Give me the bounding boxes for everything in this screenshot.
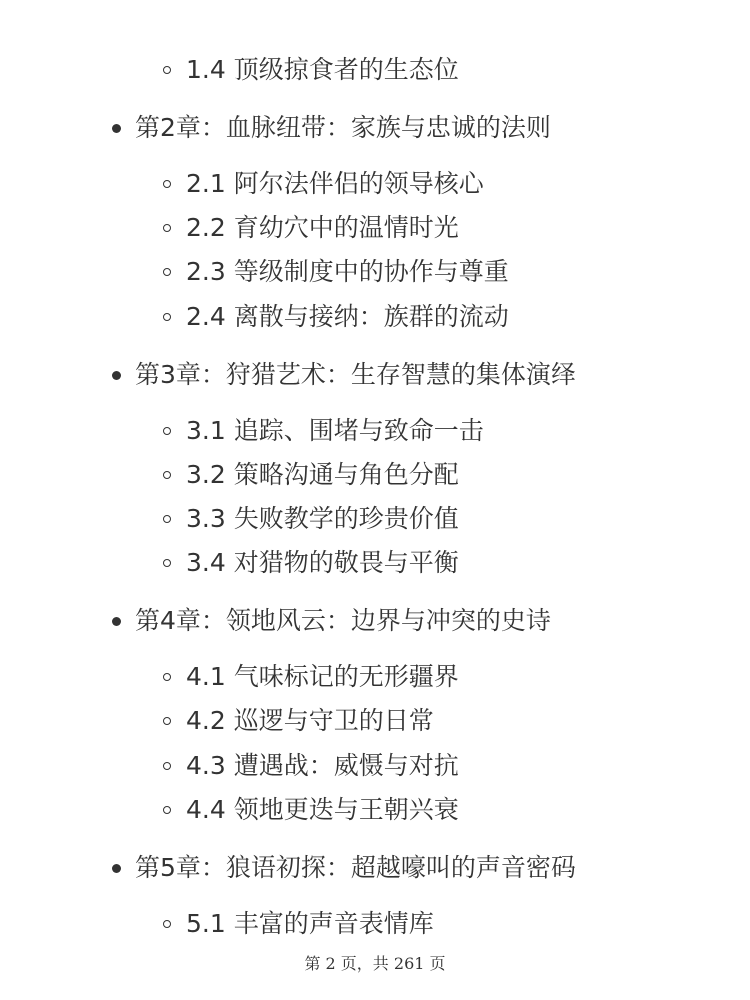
toc-section-label: 2.4 离散与接纳：族群的流动 (186, 302, 509, 331)
toc-chapter-5[interactable] (112, 850, 576, 886)
toc-section-label: 3.4 对猎物的敬畏与平衡 (186, 548, 459, 577)
toc-section-label: 2.3 等级制度中的协作与尊重 (186, 257, 509, 286)
toc-section-label: 3.1 追踪、围堵与致命一击 (186, 416, 484, 445)
toc-section-3-1[interactable] (163, 413, 484, 449)
toc-section-3-2[interactable] (163, 457, 459, 493)
toc-section-2-2[interactable] (163, 210, 459, 246)
disc-bullet-icon (112, 371, 121, 380)
toc-chapter-4[interactable] (112, 603, 551, 639)
toc-section-label: 5.1 丰富的声音表情库 (186, 909, 434, 938)
toc-chapter-label: 第5章：狼语初探：超越嚎叫的声音密码 (135, 853, 576, 882)
toc-chapter-label: 第3章：狩猎艺术：生存智慧的集体演绎 (135, 360, 576, 389)
circle-bullet-icon (163, 66, 171, 74)
disc-bullet-icon (112, 864, 121, 873)
page-number-footer: 第 2 页，共 261 页 (304, 954, 446, 973)
toc-section-1-4[interactable] (163, 52, 459, 88)
circle-bullet-icon (163, 427, 171, 435)
toc-chapter-label: 第2章：血脉纽带：家族与忠诚的法则 (135, 113, 551, 142)
toc-section-5-1[interactable] (163, 906, 434, 942)
circle-bullet-icon (163, 806, 171, 814)
circle-bullet-icon (163, 515, 171, 523)
toc-section-2-1[interactable] (163, 166, 484, 202)
toc-section-4-1[interactable] (163, 659, 459, 695)
toc-section-2-4[interactable] (163, 299, 509, 335)
circle-bullet-icon (163, 559, 171, 567)
toc-chapter-label: 第4章：领地风云：边界与冲突的史诗 (135, 606, 551, 635)
circle-bullet-icon (163, 717, 171, 725)
toc-section-2-3[interactable] (163, 254, 509, 290)
circle-bullet-icon (163, 224, 171, 232)
toc-section-4-3[interactable] (163, 748, 459, 784)
toc-section-label: 4.4 领地更迭与王朝兴衰 (186, 795, 459, 824)
circle-bullet-icon (163, 471, 171, 479)
disc-bullet-icon (112, 617, 121, 626)
circle-bullet-icon (163, 313, 171, 321)
toc-section-label: 4.2 巡逻与守卫的日常 (186, 706, 434, 735)
toc-section-3-4[interactable] (163, 545, 459, 581)
toc-section-label: 4.1 气味标记的无形疆界 (186, 662, 459, 691)
circle-bullet-icon (163, 920, 171, 928)
toc-section-label: 2.2 育幼穴中的温情时光 (186, 213, 459, 242)
circle-bullet-icon (163, 673, 171, 681)
toc-chapter-3[interactable] (112, 357, 576, 393)
toc-section-label: 3.3 失败教学的珍贵价值 (186, 504, 459, 533)
disc-bullet-icon (112, 124, 121, 133)
circle-bullet-icon (163, 762, 171, 770)
toc-section-label: 3.2 策略沟通与角色分配 (186, 460, 459, 489)
circle-bullet-icon (163, 180, 171, 188)
toc-section-label: 1.4 顶级掠食者的生态位 (186, 55, 459, 84)
toc-section-label: 2.1 阿尔法伴侣的领导核心 (186, 169, 484, 198)
toc-chapter-2[interactable] (112, 110, 551, 146)
toc-section-3-3[interactable] (163, 501, 459, 537)
toc-section-label: 4.3 遭遇战：威慑与对抗 (186, 751, 459, 780)
circle-bullet-icon (163, 268, 171, 276)
toc-section-4-2[interactable] (163, 703, 434, 739)
toc-section-4-4[interactable] (163, 792, 459, 828)
